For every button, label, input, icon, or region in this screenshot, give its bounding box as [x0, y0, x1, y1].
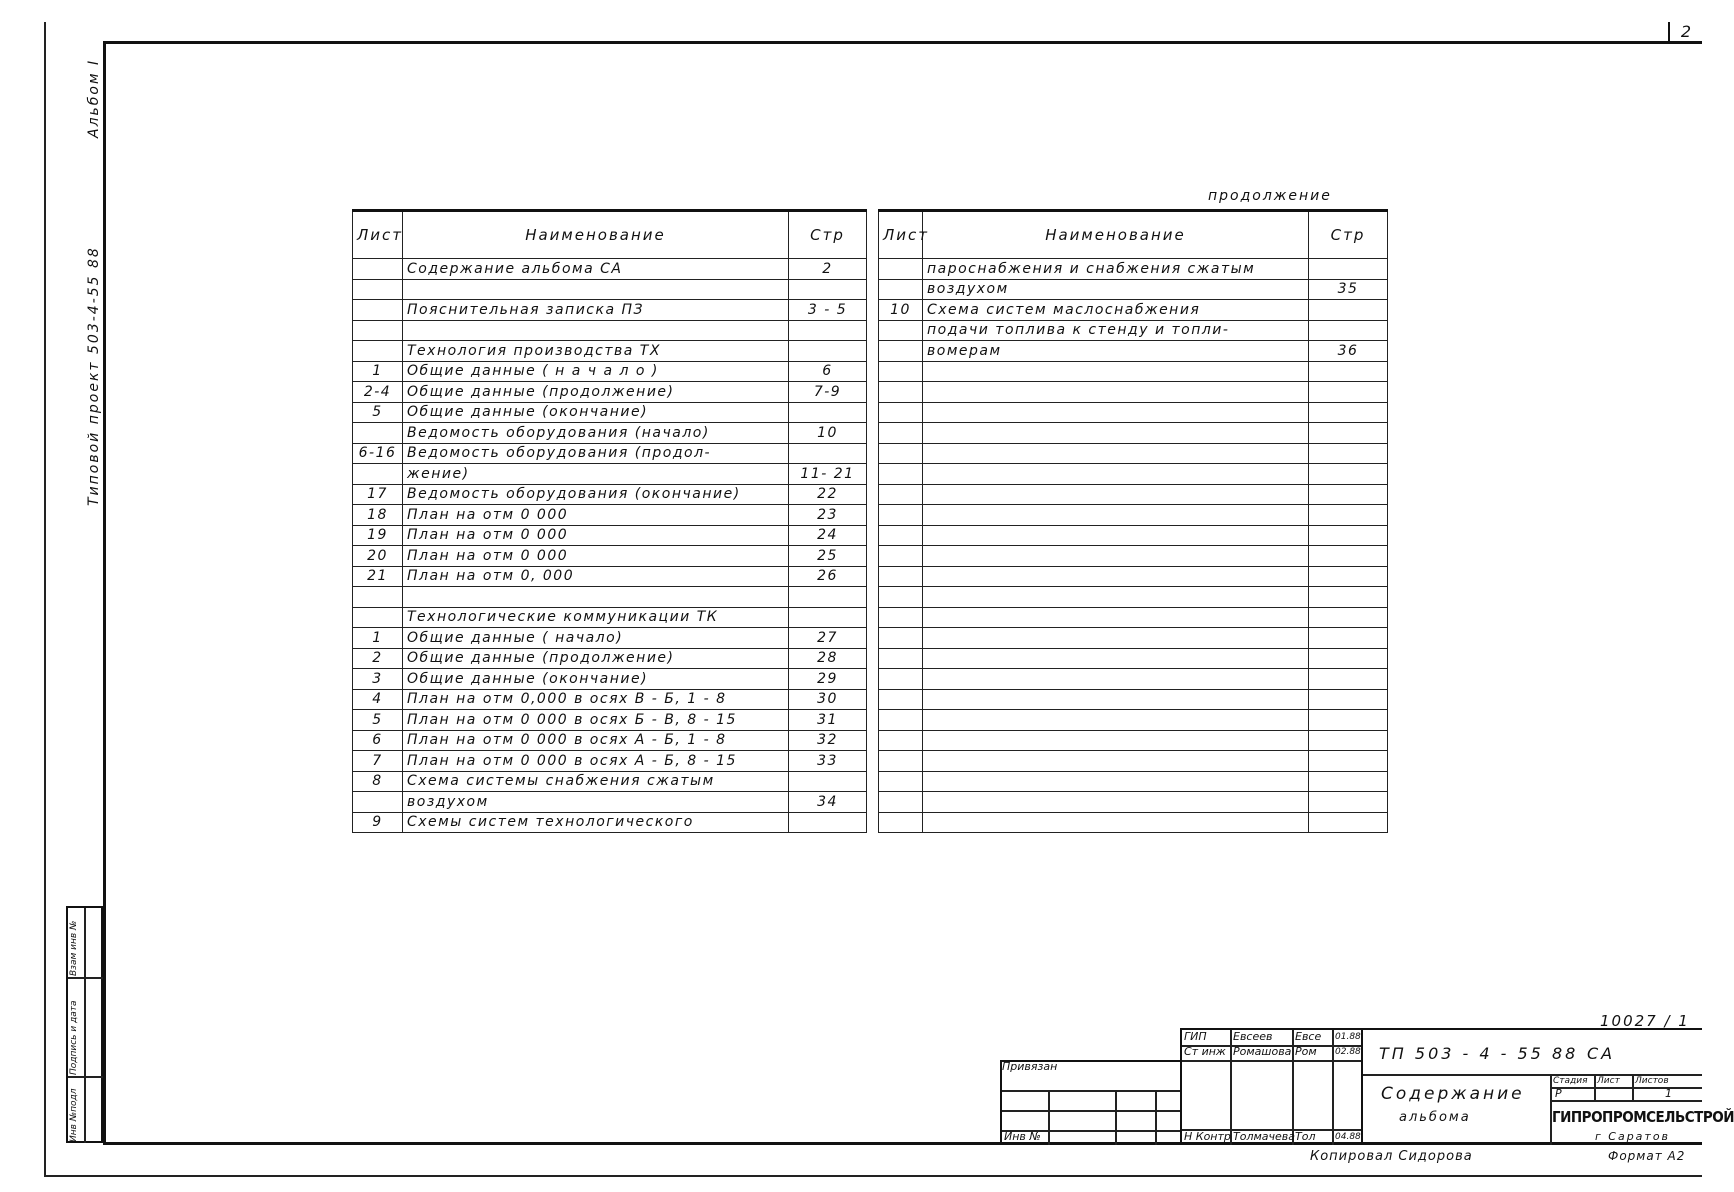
table-row: [879, 607, 1388, 628]
name-cell: План на отм 0 000: [403, 546, 789, 567]
table-row: [353, 628, 867, 649]
header-name: Наименование: [403, 211, 789, 259]
page-cell: [1309, 648, 1388, 669]
page-cell: [1309, 792, 1388, 813]
page-cell: [1309, 443, 1388, 464]
page-cell: 36: [1309, 341, 1388, 362]
contents-table-left: [352, 209, 867, 833]
table-row: [353, 402, 867, 423]
page-cell: [1309, 300, 1388, 321]
name-cell: План на отм 0,000 в осях В - Б, 1 - 8: [403, 689, 789, 710]
name-cell: [923, 525, 1309, 546]
sheet-cell: 2: [353, 648, 403, 669]
name-cell: [923, 812, 1309, 833]
table-row: [353, 751, 867, 772]
sheet-header: Лист: [1597, 1076, 1620, 1086]
page-cell: 33: [789, 751, 867, 772]
table-row: [879, 443, 1388, 464]
page-cell: [1309, 464, 1388, 485]
contents-table-right: [878, 209, 1388, 833]
table-row: [353, 607, 867, 628]
table-row: [879, 423, 1388, 444]
page-cell: 31: [789, 710, 867, 731]
page-cell: [1309, 669, 1388, 690]
sheet-value: [1595, 1088, 1632, 1100]
name-cell: План на отм 0, 000: [403, 566, 789, 587]
sheets-value: 1: [1665, 1087, 1672, 1100]
title-line2: альбома: [1399, 1110, 1471, 1125]
date-norm-control: 04.88: [1335, 1132, 1361, 1142]
page-cell: 3 - 5: [789, 300, 867, 321]
table-row: [353, 300, 867, 321]
project-label: Типовой проект 503-4-55 88: [86, 246, 102, 506]
name-cell: План на отм 0 000 в осях Б - В, 8 - 15: [403, 710, 789, 731]
name-cell: Общие данные (окончание): [403, 669, 789, 690]
header-page: Стр: [1309, 211, 1388, 259]
stage-header: Стадия: [1553, 1076, 1588, 1086]
table-row: [879, 812, 1388, 833]
table-row: [879, 320, 1388, 341]
sheet-cell: [879, 484, 923, 505]
name-gip: Евсеев: [1233, 1030, 1273, 1043]
sheet-cell: [353, 300, 403, 321]
page-cell: [1309, 710, 1388, 731]
page-cell: [1309, 730, 1388, 751]
page-cell: [789, 402, 867, 423]
right-table-body: [879, 259, 1388, 833]
name-cell: Общие данные ( н а ч а л о ): [403, 361, 789, 382]
sheet-cell: [353, 607, 403, 628]
table-row: [879, 730, 1388, 751]
page-cell: 32: [789, 730, 867, 751]
sheet-cell: 20: [353, 546, 403, 567]
page-cell: [1309, 566, 1388, 587]
sheet-cell: [353, 259, 403, 280]
table-row: [353, 812, 867, 833]
sheet-cell: [879, 464, 923, 485]
name-cell: [923, 546, 1309, 567]
page-cell: [789, 587, 867, 608]
role-senior-engineer: Ст инж: [1184, 1045, 1226, 1058]
organization-city: г Саратов: [1595, 1130, 1671, 1143]
sheet-cell: [879, 341, 923, 362]
name-cell: Пояснительная записка ПЗ: [403, 300, 789, 321]
page-cell: 22: [789, 484, 867, 505]
page-cell: [789, 607, 867, 628]
sheet-cell: [879, 525, 923, 546]
name-cell: [403, 587, 789, 608]
name-cell: [923, 751, 1309, 772]
name-cell: воздухом: [403, 792, 789, 813]
name-cell: [923, 628, 1309, 649]
table-row: [879, 464, 1388, 485]
sheet-cell: 17: [353, 484, 403, 505]
title-main-block: [1361, 1028, 1734, 1145]
sheet-cell: 3: [353, 669, 403, 690]
sheet-cell: [879, 689, 923, 710]
signatures-block: [1180, 1028, 1363, 1145]
name-cell: Технологические коммуникации ТК: [403, 607, 789, 628]
sheet-cell: [879, 771, 923, 792]
sign-gip: Евсе: [1295, 1030, 1322, 1043]
page-cell: [789, 443, 867, 464]
table-row: [353, 730, 867, 751]
table-row: [353, 320, 867, 341]
table-row: [353, 443, 867, 464]
sheet-cell: [353, 464, 403, 485]
page-cell: [1309, 361, 1388, 382]
name-cell: Схемы систем технологического: [403, 812, 789, 833]
sheet-cell: 18: [353, 505, 403, 526]
sheet-cell: [879, 443, 923, 464]
page-cell: 27: [789, 628, 867, 649]
name-cell: [923, 648, 1309, 669]
sheet-cell: [353, 587, 403, 608]
sheet-cell: 8: [353, 771, 403, 792]
sheet-cell: [879, 423, 923, 444]
sheet-cell: [879, 546, 923, 567]
name-cell: [923, 771, 1309, 792]
role-gip: ГИП: [1184, 1030, 1207, 1043]
page-cell: 7-9: [789, 382, 867, 403]
table-row: [879, 300, 1388, 321]
title-line1: Содержание: [1381, 1084, 1525, 1104]
sheet-cell: [353, 341, 403, 362]
page-cell: 10: [789, 423, 867, 444]
sheet-cell: [879, 361, 923, 382]
table-row: [353, 710, 867, 731]
name-cell: Схема систем маслоснабжения: [923, 300, 1309, 321]
page-cell: 11- 21: [789, 464, 867, 485]
table-row: [353, 566, 867, 587]
document-code: ТП 503 - 4 - 55 88: [1379, 1044, 1579, 1063]
left-table-body: [353, 259, 867, 833]
table-row: [879, 402, 1388, 423]
page-cell: [1309, 402, 1388, 423]
sheet-cell: [879, 607, 923, 628]
table-row: [879, 279, 1388, 300]
name-cell: [923, 710, 1309, 731]
paper-format: Формат А2: [1608, 1149, 1686, 1163]
table-row: [353, 792, 867, 813]
table-row: [879, 648, 1388, 669]
table-row: [353, 669, 867, 690]
page-cell: [1309, 505, 1388, 526]
page-cell: 35: [1309, 279, 1388, 300]
page-cell: [1309, 525, 1388, 546]
table-row: [879, 628, 1388, 649]
sheet-cell: [353, 279, 403, 300]
table-row: [879, 710, 1388, 731]
header-page: Стр: [789, 211, 867, 259]
name-cell: План на отм 0 000: [403, 505, 789, 526]
page-cell: [1309, 423, 1388, 444]
page-cell: [789, 341, 867, 362]
name-cell: Общие данные (продолжение): [403, 648, 789, 669]
page-cell: 28: [789, 648, 867, 669]
sheet-cell: [879, 669, 923, 690]
table-row: [879, 689, 1388, 710]
name-cell: воздухом: [923, 279, 1309, 300]
page-cell: [1309, 689, 1388, 710]
table-row: [879, 259, 1388, 280]
sheet-cell: [879, 320, 923, 341]
sheet-cell: [879, 730, 923, 751]
sheet-cell: [879, 259, 923, 280]
sheet-cell: 5: [353, 402, 403, 423]
name-cell: [923, 484, 1309, 505]
table-row: [353, 771, 867, 792]
sheet-cell: 1: [353, 628, 403, 649]
name-cell: Ведомость оборудования (начало): [403, 423, 789, 444]
table-row: [879, 484, 1388, 505]
sign-senior-engineer: Ром: [1295, 1045, 1317, 1058]
name-cell: Содержание альбома СА: [403, 259, 789, 280]
table-row: [879, 669, 1388, 690]
table-row: [353, 464, 867, 485]
page-cell: 6: [789, 361, 867, 382]
table-row: [879, 505, 1388, 526]
sheet-cell: [879, 402, 923, 423]
page-cell: 29: [789, 669, 867, 690]
sheet-cell: 19: [353, 525, 403, 546]
table-row: [879, 382, 1388, 403]
name-cell: подачи топлива к стенду и топли-: [923, 320, 1309, 341]
sheet-cell: [879, 505, 923, 526]
name-cell: Ведомость оборудования (окончание): [403, 484, 789, 505]
table-row: [353, 382, 867, 403]
page-cell: 2: [789, 259, 867, 280]
page-cell: [1309, 751, 1388, 772]
name-cell: [403, 320, 789, 341]
page-cell: [1309, 628, 1388, 649]
inventory-no-label: Инв №: [1004, 1130, 1041, 1143]
table-row: [879, 751, 1388, 772]
sheet-cell: [879, 566, 923, 587]
name-cell: [923, 505, 1309, 526]
stamp-replaced-label: Взам инв №: [69, 920, 79, 976]
date-senior-engineer: 02.88: [1335, 1047, 1361, 1057]
sheet-cell: [879, 710, 923, 731]
name-cell: Общие данные (продолжение): [403, 382, 789, 403]
role-norm-control: Н Контр: [1184, 1130, 1231, 1143]
name-cell: Схема системы снабжения сжатым: [403, 771, 789, 792]
sheet-cell: [879, 792, 923, 813]
sheet-cell: [879, 628, 923, 649]
page-cell: [1309, 812, 1388, 833]
name-cell: [923, 587, 1309, 608]
copied-by: Копировал Сидорова: [1310, 1149, 1473, 1164]
table-row: [353, 484, 867, 505]
stamp-inventory-label: Инв №подл: [69, 1088, 79, 1142]
name-cell: [923, 402, 1309, 423]
table-row: [353, 341, 867, 362]
page-cell: [789, 812, 867, 833]
table-row: [353, 689, 867, 710]
sheet-cell: 2-4: [353, 382, 403, 403]
table-row: [879, 792, 1388, 813]
page-cell: 23: [789, 505, 867, 526]
name-cell: [923, 382, 1309, 403]
name-cell: вомерам: [923, 341, 1309, 362]
sheet-cell: [879, 648, 923, 669]
album-label: Альбом I: [86, 58, 102, 138]
page-cell: [1309, 546, 1388, 567]
name-cell: [923, 792, 1309, 813]
inventory-number: 10027 / 1: [1600, 1012, 1690, 1030]
page-cell: [1309, 607, 1388, 628]
name-cell: [923, 423, 1309, 444]
table-row: [353, 361, 867, 382]
name-senior-engineer: Ромашова: [1233, 1045, 1292, 1058]
page-cell: 34: [789, 792, 867, 813]
name-cell: [923, 669, 1309, 690]
continuation-label: продолжение: [1208, 188, 1332, 204]
header-sheet: Лист: [879, 211, 923, 259]
table-row: [353, 648, 867, 669]
name-cell: [923, 730, 1309, 751]
left-margin-stamp: [66, 906, 103, 1143]
stamp-signature-label: Подпись и дата: [69, 1000, 79, 1075]
name-cell: План на отм 0 000 в осях А - Б, 1 - 8: [403, 730, 789, 751]
stage-value: Р: [1555, 1087, 1562, 1100]
page-cell: 24: [789, 525, 867, 546]
name-cell: Общие данные (окончание): [403, 402, 789, 423]
page-cell: [1309, 484, 1388, 505]
sheet-cell: [879, 279, 923, 300]
table-header-row: [879, 211, 1388, 259]
sheet-cell: [879, 812, 923, 833]
name-cell: [923, 607, 1309, 628]
header-sheet: Лист: [353, 211, 403, 259]
name-cell: Общие данные ( начало): [403, 628, 789, 649]
page-cell: [1309, 259, 1388, 280]
page-cell: 25: [789, 546, 867, 567]
sheet-cell: 9: [353, 812, 403, 833]
table-row: [353, 279, 867, 300]
name-cell: пароснабжения и снабжения сжатым: [923, 259, 1309, 280]
page-cell: 30: [789, 689, 867, 710]
name-cell: План на отм 0 000 в осях А - Б, 8 - 15: [403, 751, 789, 772]
name-cell: жение): [403, 464, 789, 485]
sheet-cell: 6: [353, 730, 403, 751]
page-cell: [1309, 587, 1388, 608]
page-cell: [789, 320, 867, 341]
table-row: [879, 566, 1388, 587]
sheet-cell: [353, 792, 403, 813]
organization: ГИПРОПРОМСЕЛЬСТРОЙ: [1552, 1108, 1734, 1126]
name-cell: [403, 279, 789, 300]
table-row: [879, 361, 1388, 382]
sheet-cell: [353, 320, 403, 341]
page-cell: [1309, 320, 1388, 341]
table-row: [879, 525, 1388, 546]
sheet-cell: 4: [353, 689, 403, 710]
sheet-cell: 5: [353, 710, 403, 731]
page-cell: 26: [789, 566, 867, 587]
table-row: [353, 546, 867, 567]
table-row: [879, 771, 1388, 792]
privyazan-label: Привязан: [1002, 1060, 1058, 1073]
page-cell: [789, 771, 867, 792]
name-cell: Ведомость оборудования (продол-: [403, 443, 789, 464]
table-row: [879, 341, 1388, 362]
sheet-number: 2: [1668, 22, 1702, 44]
name-cell: [923, 464, 1309, 485]
page-cell: [789, 279, 867, 300]
name-cell: [923, 443, 1309, 464]
table-header-row: [353, 211, 867, 259]
name-cell: План на отм 0 000: [403, 525, 789, 546]
sheet-cell: 1: [353, 361, 403, 382]
sign-norm-control: Тол: [1295, 1130, 1316, 1143]
name-cell: [923, 689, 1309, 710]
sheet-cell: [879, 587, 923, 608]
name-norm-control: Толмачева: [1233, 1130, 1296, 1143]
sheet-cell: 6-16: [353, 443, 403, 464]
table-row: [879, 587, 1388, 608]
page-cell: [1309, 771, 1388, 792]
table-row: [353, 423, 867, 444]
name-cell: [923, 566, 1309, 587]
table-row: [353, 525, 867, 546]
name-cell: Технология производства ТХ: [403, 341, 789, 362]
sheet-cell: 7: [353, 751, 403, 772]
header-name: Наименование: [923, 211, 1309, 259]
sheet-cell: [879, 382, 923, 403]
privyazan-block: [1000, 1060, 1180, 1145]
sheet-cell: 21: [353, 566, 403, 587]
table-row: [353, 587, 867, 608]
document-mark: СА: [1587, 1044, 1616, 1063]
table-row: [353, 505, 867, 526]
page-cell: [1309, 382, 1388, 403]
sheet-cell: [879, 751, 923, 772]
name-cell: [923, 361, 1309, 382]
table-row: [879, 546, 1388, 567]
date-gip: 01.88: [1335, 1032, 1361, 1042]
table-row: [353, 259, 867, 280]
sheets-header: Листов: [1635, 1076, 1669, 1086]
sheet-cell: [353, 423, 403, 444]
sheet-cell: 10: [879, 300, 923, 321]
